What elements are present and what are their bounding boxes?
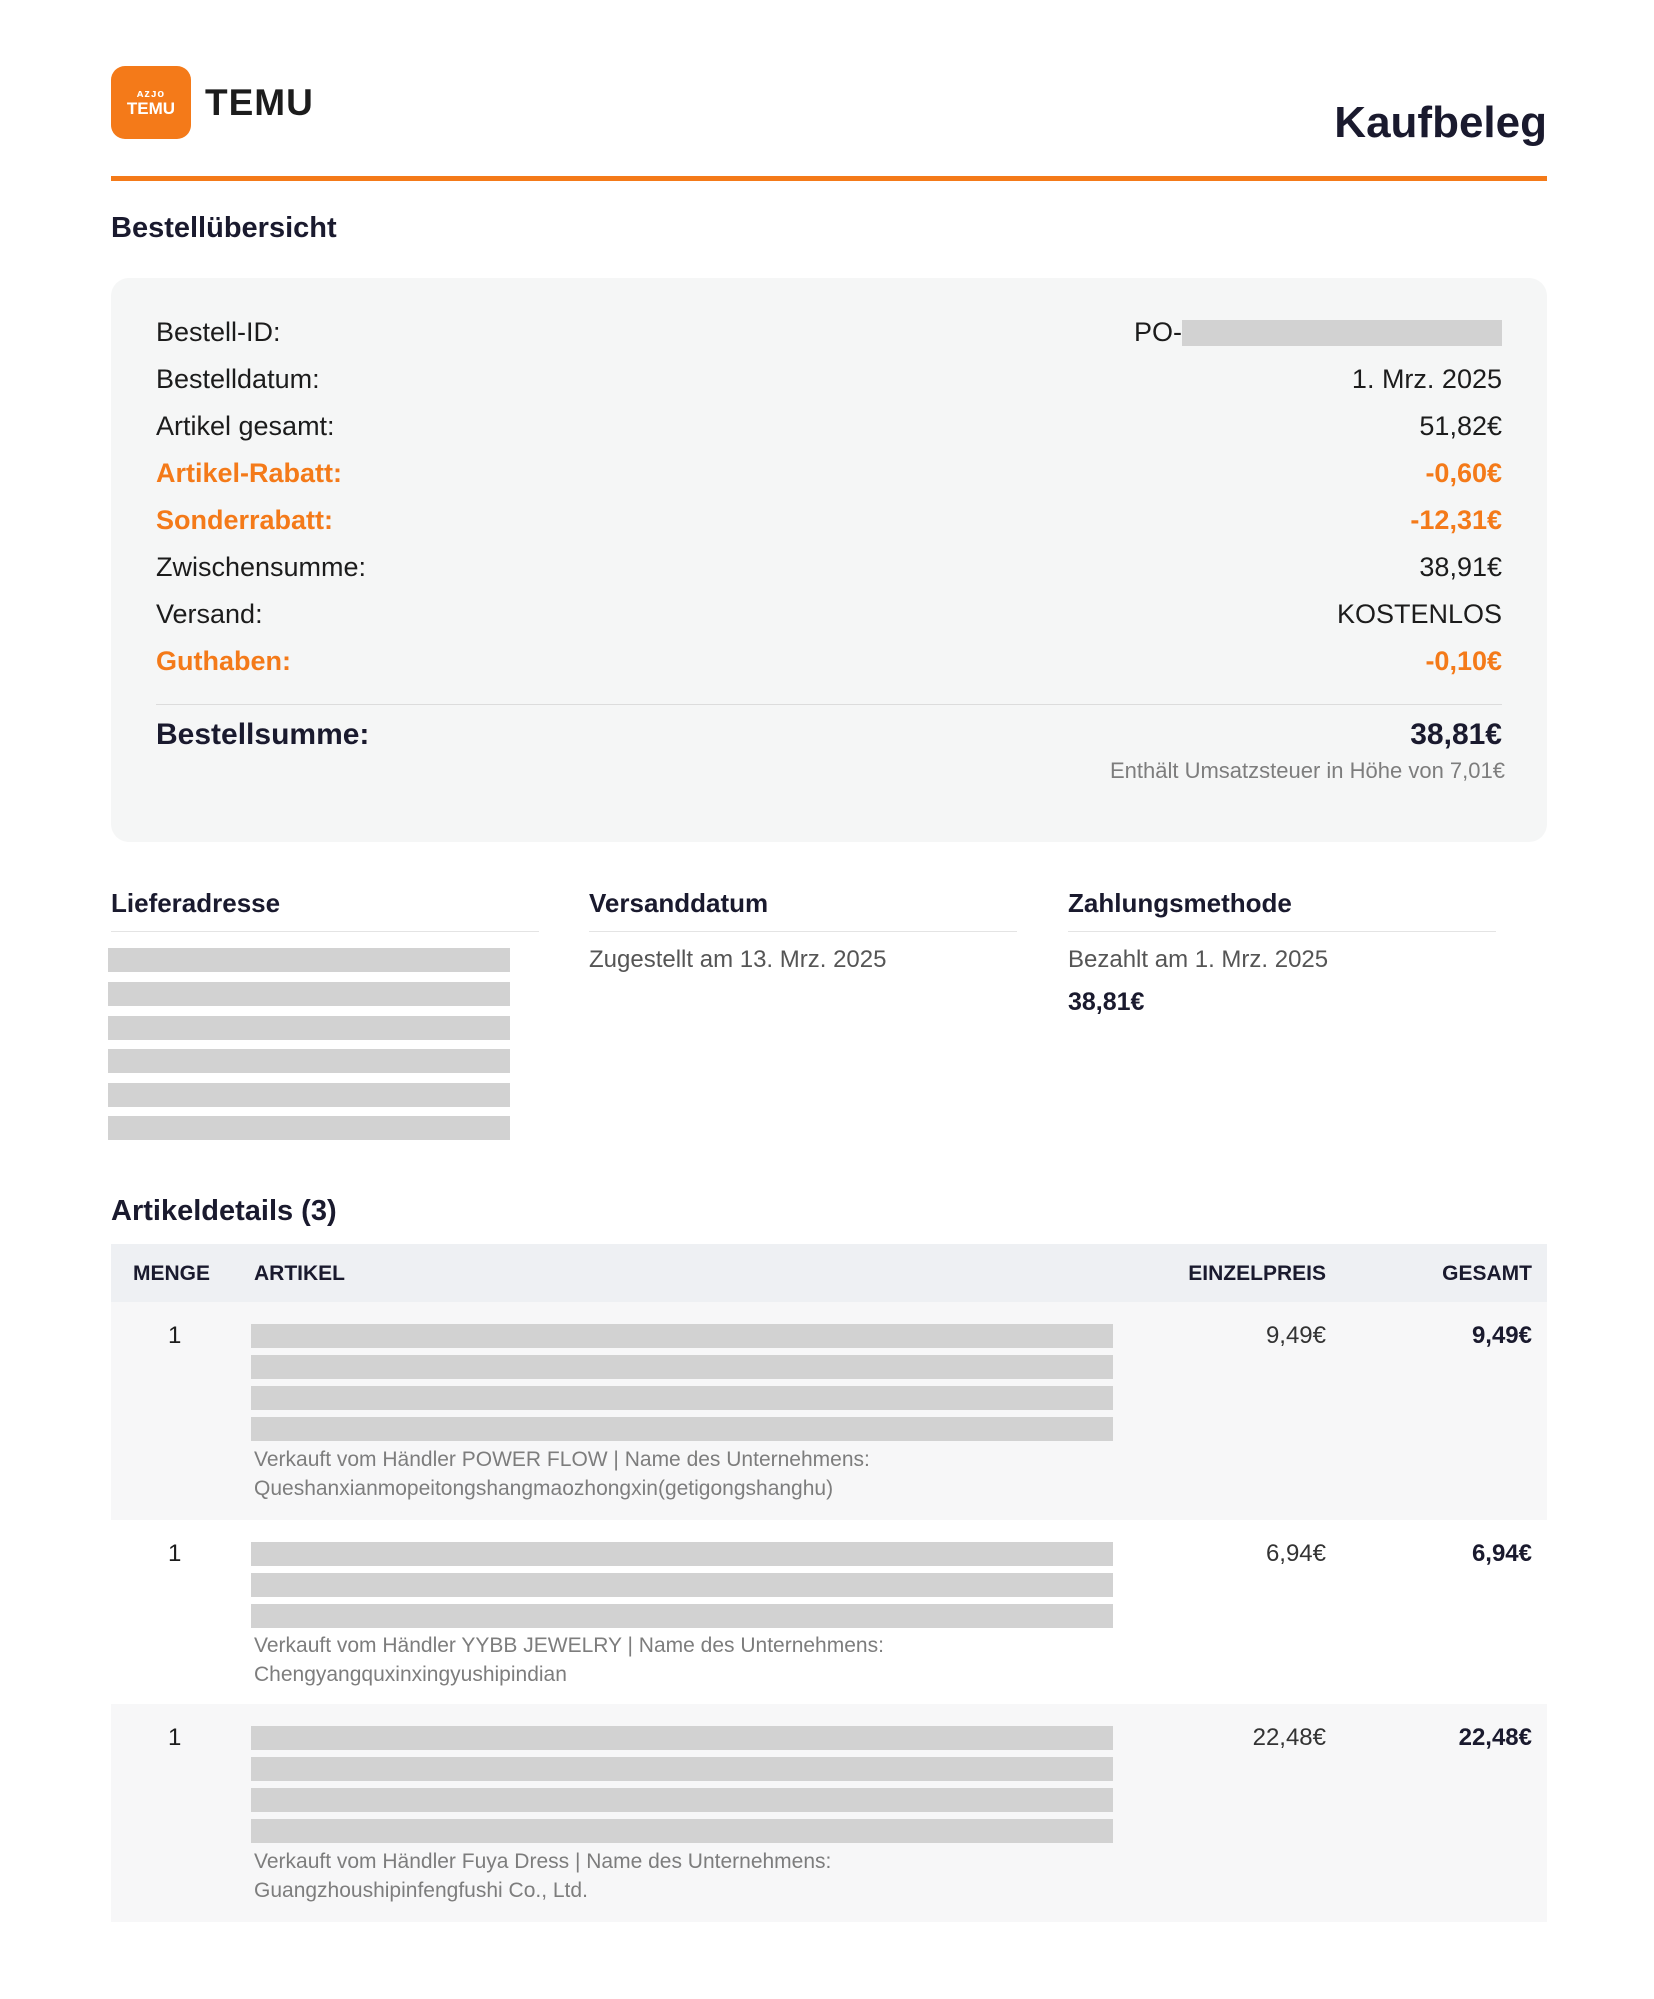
delivery-address-column <box>111 888 539 1132</box>
summary-value: KOSTENLOS <box>1336 598 1502 629</box>
redacted-line <box>108 1083 510 1107</box>
temu-logo <box>111 66 191 139</box>
table-row <box>111 1704 1547 1922</box>
redacted-line <box>108 982 510 1006</box>
company-name: Queshanxianmopeitongshangmaozhongxin(getigongshanghu) <box>254 1477 834 1500</box>
shipping-date-column <box>589 888 1017 974</box>
summary-label: Versand: <box>156 598 263 629</box>
redacted-item-title <box>251 1417 1113 1441</box>
items-heading: Artikeldetails (3) <box>111 1195 337 1227</box>
payment-method-column <box>1068 888 1496 1017</box>
redacted-address <box>111 932 539 1132</box>
item-total: 9,49€ <box>1471 1322 1532 1349</box>
table-row <box>111 1302 1547 1520</box>
logo-pictogram: ᴀᴢᴊᴏ <box>136 87 166 100</box>
redacted-item-title <box>251 1757 1113 1781</box>
summary-value: -12,31€ <box>1410 504 1502 535</box>
seller-line: Verkauft vom Händler Fuya Dress | Name des Unternehmens: <box>254 1850 832 1873</box>
summary-value: 51,82€ <box>1419 410 1502 441</box>
receipt-page <box>111 0 1547 1902</box>
col-total: GESAMT <box>1442 1262 1532 1285</box>
redacted-item-title <box>251 1324 1113 1348</box>
summary-value: -0,60€ <box>1425 457 1502 488</box>
summary-row-shipping <box>156 596 1502 632</box>
summary-row-special-discount <box>156 502 1502 538</box>
order-total-label: Bestellsumme: <box>156 718 370 751</box>
summary-label: Artikel gesamt: <box>156 410 335 441</box>
summary-value: 1. Mrz. 2025 <box>1351 363 1502 394</box>
redacted-line <box>108 948 510 972</box>
redacted-order-id <box>1182 320 1502 346</box>
col-item: ARTIKEL <box>254 1262 345 1285</box>
summary-label: Bestelldatum: <box>156 363 320 394</box>
item-total: 22,48€ <box>1458 1724 1532 1751</box>
redacted-line <box>108 1049 510 1073</box>
brand-name: TEMU <box>205 82 314 123</box>
col-qty: MENGE <box>133 1262 211 1285</box>
company-name: Guangzhoushipinfengfushi Co., Ltd. <box>254 1879 588 1902</box>
summary-label: Zwischensumme: <box>156 551 367 582</box>
delivery-heading: Lieferadresse <box>111 888 539 932</box>
order-summary-box <box>111 278 1547 842</box>
seller-info <box>254 1847 1114 1905</box>
summary-label: Guthaben: <box>156 645 291 676</box>
summary-row-subtotal <box>156 549 1502 585</box>
vat-note: Enthält Umsatzsteuer in Höhe von 7,01€ <box>1109 758 1505 783</box>
shipping-status: Zugestellt am 13. Mrz. 2025 <box>589 946 887 973</box>
shipping-heading: Versanddatum <box>589 888 1017 932</box>
redacted-item-title <box>251 1819 1113 1843</box>
col-unit-price: EINZELPREIS <box>1188 1262 1326 1285</box>
redacted-item-title <box>251 1573 1113 1597</box>
items-table <box>111 1244 1547 1922</box>
summary-row-credit <box>156 643 1502 679</box>
order-total-row <box>156 718 1502 752</box>
payment-heading: Zahlungsmethode <box>1068 888 1496 932</box>
redacted-item-title <box>251 1726 1113 1750</box>
item-unit-price: 22,48€ <box>1252 1724 1326 1751</box>
payment-amount: 38,81€ <box>1068 988 1145 1016</box>
item-qty: 1 <box>168 1724 182 1751</box>
redacted-item-title <box>251 1604 1113 1628</box>
table-header <box>111 1244 1547 1302</box>
seller-info <box>254 1631 1114 1689</box>
redacted-item-title <box>251 1386 1113 1410</box>
redacted-item-title <box>251 1788 1113 1812</box>
seller-line: Verkauft vom Händler YYBB JEWELRY | Name des Unternehmens: <box>254 1634 884 1657</box>
redacted-item-title <box>251 1542 1113 1566</box>
summary-row-order-date <box>156 361 1502 397</box>
summary-label: Bestell-ID: <box>156 316 281 347</box>
item-qty: 1 <box>168 1540 182 1567</box>
summary-row-order-id <box>156 314 1502 350</box>
item-qty: 1 <box>168 1322 182 1349</box>
payment-status: Bezahlt am 1. Mrz. 2025 <box>1068 946 1329 973</box>
summary-row-item-discount <box>156 455 1502 491</box>
receipt-header <box>111 0 1547 181</box>
redacted-line <box>108 1016 510 1040</box>
seller-info <box>254 1445 1114 1503</box>
summary-value: PO- <box>1133 316 1182 347</box>
table-row <box>111 1520 1547 1704</box>
page-title: Kaufbeleg <box>1334 98 1547 147</box>
redacted-item-title <box>251 1355 1113 1379</box>
order-total-value: 38,81€ <box>1410 718 1502 751</box>
summary-row-items-total <box>156 408 1502 444</box>
summary-label: Sonderrabatt: <box>156 504 334 535</box>
seller-line: Verkauft vom Händler POWER FLOW | Name des Unternehmens: <box>254 1448 870 1471</box>
item-unit-price: 9,49€ <box>1265 1322 1326 1349</box>
item-unit-price: 6,94€ <box>1265 1540 1326 1567</box>
summary-label: Artikel-Rabatt: <box>156 457 343 488</box>
summary-value: -0,10€ <box>1425 645 1502 676</box>
redacted-line <box>108 1116 510 1140</box>
summary-value: 38,91€ <box>1419 551 1502 582</box>
company-name: Chengyangquxinxingyushipindian <box>254 1663 567 1686</box>
summary-divider <box>156 704 1502 705</box>
logo-word: TEMU <box>126 98 176 118</box>
overview-heading: Bestellübersicht <box>111 212 337 244</box>
item-total: 6,94€ <box>1471 1540 1532 1567</box>
